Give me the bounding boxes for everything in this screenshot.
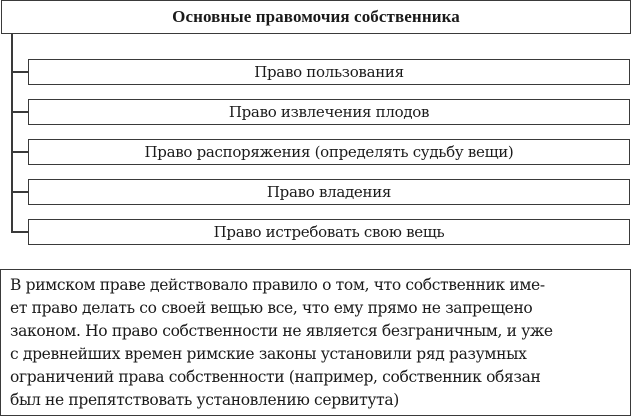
- branch-connector: [11, 231, 28, 233]
- right-box-fruits: [28, 99, 630, 125]
- right-label: Право истребовать свою вещь: [213, 223, 445, 241]
- diagram-title-box: [1, 0, 631, 34]
- right-box-possession: [28, 179, 630, 205]
- branch-connector: [11, 151, 28, 153]
- note-line: ограничений права собственности (например, собственник обязан: [10, 368, 541, 386]
- branch-connector: [11, 191, 28, 193]
- note-line: ет право делать со своей вещью все, что ему прямо не запрещено: [10, 299, 533, 317]
- right-label: Право пользования: [254, 63, 404, 81]
- note-line: В римском праве действовало правило о том, что собственник име-: [10, 276, 545, 294]
- right-label: Право распоряжения (определять судьбу вещи): [144, 143, 514, 161]
- tree-trunk-connector: [11, 33, 13, 233]
- note-line: с древнейших времен римские законы установили ряд разумных: [10, 345, 527, 363]
- right-label: Право извлечения плодов: [228, 103, 430, 121]
- branch-connector: [11, 71, 28, 73]
- note-line: законом. Но право собственности не является безграничным, и уже: [10, 322, 553, 340]
- right-label: Право владения: [266, 183, 392, 201]
- right-box-disposal: [28, 139, 630, 165]
- note-line: был не препятствовать установлению сервитута): [10, 391, 399, 409]
- right-box-vindication: [28, 219, 630, 245]
- branch-connector: [11, 111, 28, 113]
- right-box-use: [28, 59, 630, 85]
- diagram-title: Основные правомочия собственника: [172, 7, 460, 26]
- note-box: [0, 269, 631, 416]
